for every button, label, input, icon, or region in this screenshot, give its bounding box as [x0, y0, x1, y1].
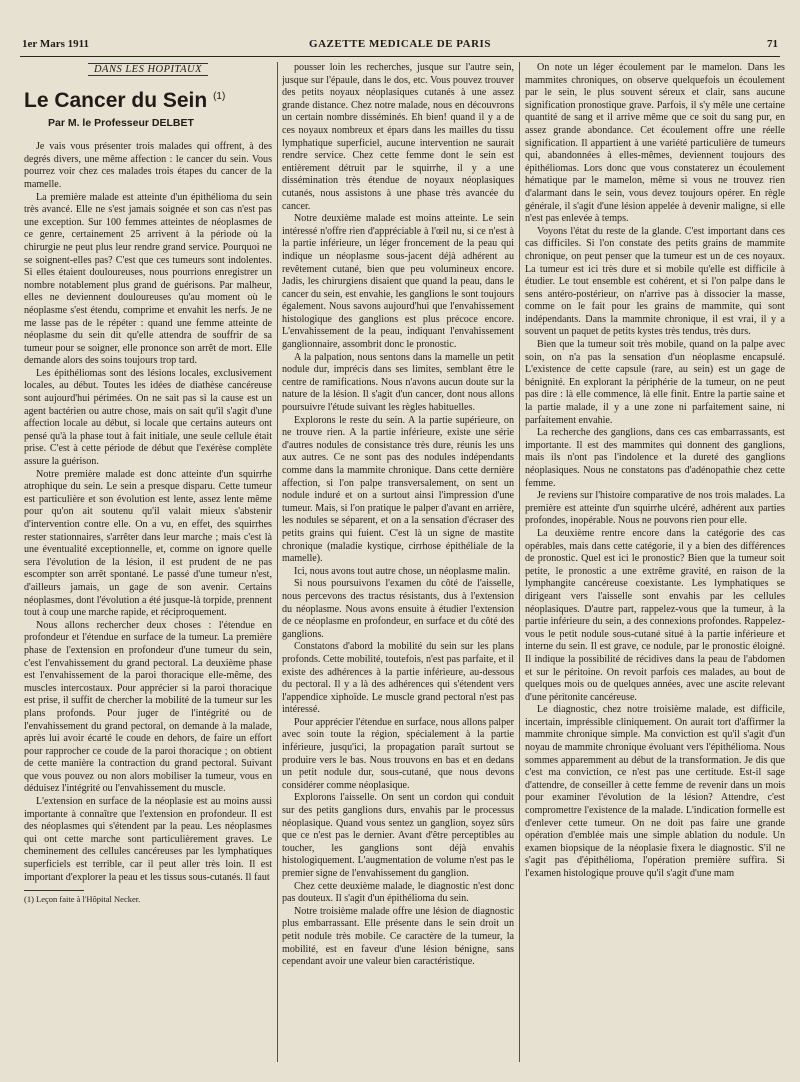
column-divider-2: [519, 62, 520, 1062]
footnote: (1) Leçon faite à l'Hôpital Necker.: [24, 894, 141, 905]
column-1: [24, 62, 272, 1062]
paragraph: Ici, nous avons tout autre chose, un néoplasme malin.: [294, 565, 511, 577]
paragraph: Nous allons rechercher deux choses : l'étendue en profondeur et l'étendue en surface de la tumeur. La première phase de l'extension en profondeur d'une tumeur du sein, c'est l'envahissement du grand pectoral. La deuxième phase est l'envahissement de la paroi thoracique elle-même, des muscles intercostaux. Pour apprécier si la paroi thoracique est prise, il suffit de chercher la mobilité de la tumeur sur les plans profonds. Pour juger de l'intégrité ou de l'envahissement du grand pectoral, on demande à la malade, après lui avoir écarté le coude en dehors, de faire un effort pour rapprocher ce coude de la paroi thoracique ; on obtient de cette manière la contraction du grand pectoral. Suivant que vous pouvez ou non alors mobiliser la tumeur, vous en déduisez l'intégrité ou l'envahissement du muscle.: [24, 619, 272, 795]
article-title: Le Cancer du Sein $^{(1)}$: [24, 88, 226, 112]
paragraph: pousser loin les recherches, jusque sur l'autre sein, jusque sur l'épaule, dans le dos, etc. Vous pouvez trouver des petits noyaux néoplasiques cutanés à une assez grande distance. Chez notre malade, nous en découvrons un certain nombre disséminés. Eh bien! quand il y a de ces noyaux nombreux et épars dans les mailles du tissu lymphatique superficiel, aucune intervention ne saurait rendre service. Chez cette femme dont le sein est entièrement détruit par le squirrhe, il y a une dissémination très étendue de noyaux néoplasiques cutanés, nous assistons à une phase très avancée du cancer.: [282, 62, 514, 212]
paragraph: Voyons l'état du reste de la glande. C'est important dans ces cas difficiles. Si l'on constate des petits grains de mammite chronique, on peut penser que la tumeur est un de ces noyaux. La tumeur est ici très dure et si mobile qu'elle est difficile à étudier. Le tout ensemble est cohérent, et si l'on palpe dans le sens antéro-postérieur, on n'arrive pas à dissocier la masse, comme on le fait pour les grains de mammite, qui sont indépendants. Dans la mammite chronique, il est vrai, il y a souvent un paquet de petits kystes très tendus, très durs.: [525, 225, 785, 338]
paragraph: La première malade est atteinte d'un épithélioma du sein très avancé. Elle ne s'est jamais soignée et son cas n'est pas une exception. Sur 100 femmes atteintes de néoplasmes de ce genre, certainement 25 arrivent à la période où la chirurgie ne peut plus leur rendre grand service. Pourquoi ne se soignent-elles pas? C'est que ces tumeurs sont indolentes. Si elles étaient douloureuses, nous pourrions enregistrer un nombre notablement plus grand de guérisons. Par malheur, elles ne deviennent douloureuses qu'au moment où le néoplasme s'est étendu, comprime et envahit les nerfs. Je ne me lasse pas de le répéter : quand une femme atteinte de néoplasme du sein dit qu'elle attendra de souffrir de sa tumeur pour se soigner, elle prononce son arrêt de mort. Elle demande alors des soins toujours trop tard.: [24, 191, 272, 367]
journal-title: GAZETTE MEDICALE DE PARIS: [309, 38, 491, 50]
column-1-body: [24, 141, 272, 884]
paragraph: Je vais vous présenter trois malades qui offrent, à des degrés divers, une même affection : le cancer du sein. Vous pourrez voir chez ces malades trois étapes du cancer de la mamelle.: [24, 141, 272, 190]
column-divider-1: [277, 62, 278, 1062]
paragraph: Pour apprécier l'étendue en surface, nous allons palper avec soin toute la région, spécialement à la partie inférieure, jusqu'ici, la propagation paraît surtout se produire vers le bas. Nous trouvons en bas et en dedans un petit nodule dur, sous-cutané, que nous devons considérer comme néoplasique.: [282, 716, 514, 791]
paragraph: Constatons d'abord la mobilité du sein sur les plans profonds. Cette mobilité, toutefois, n'est pas parfaite, et il existe des adhérences à la partie inférieure, au-dessous du pectoral. Il y a là des adhérences qui s'étendent vers l'appendice xiphoïde. Le muscle grand pectoral n'est pas intéressé.: [282, 641, 514, 716]
column-3: [525, 62, 785, 1062]
paragraph: Explorons le reste du sein. A la partie supérieure, on ne trouve rien. A la partie inférieure, existe une série d'autres nodules de consistance très dure, réunis les uns aux autres. Ce ne sont pas des nodules indépendants comme dans la mammite chronique. Dans cette dernière affection, si l'on palpe transversalement, on sent un nodule induré et on a surtout ainsi l'impression d'une tumeur. Mais, si l'on pratique le palper d'avant en arrière, les nodules se séparent, et on a la sensation d'écraser des petits grains qui fuient. C'est là un signe de mastite chronique (maladie kystique, cirrhose épithéliale de la mamelle).: [282, 414, 514, 565]
paragraph: Si nous poursuivons l'examen du côté de l'aisselle, nous percevons des tractus résistants, dus à l'extension du néoplasme. Nous avons ensuite à étudier l'extension de ce néoplasme en profondeur, en surface et du côté des ganglions.: [282, 578, 514, 640]
paragraph: On note un léger écoulement par le mamelon. Dans les mammites chroniques, on observe quelquefois un écoulement par le sein, le plus souvent séreux et clair, sans aucune signification pronostique grave. Parfois, il s'y mêle une certaine quantité de sang et il arrive même que ce soit du sang pur, en assez grande abondance. Cet écoulement offre une réelle signification. Il appartient à une variété particulière de tumeurs qui, abandonnées à elles-mêmes, deviennent toujours des épithéliomas. Lors donc que vous constaterez un écoulement hématique par le mamelon, même si vous ne trouvez rien d'alarmant dans le sein, vous devez toujours opérer. En règle générale, il s'agit d'une lésion appelée à devenir maligne, si elle n'est pas enlevée à temps.: [525, 62, 785, 225]
page-header: [22, 38, 778, 54]
column-2: [282, 62, 514, 1062]
paragraph: L'extension en surface de la néoplasie est au moins aussi importante à connaître que l'extension en profondeur. Il est des néoplasmes qui s'étendent par la peau. Les néoplasmes qui ont cette marche sont particulièrement graves. Le cheminement des cellules cancéreuses par les lymphatiques superficiels est terrible, car il peut aller très loin. Il est important d'explorer la peau et les tissus sous-cutanés. Il faut: [24, 796, 272, 883]
paragraph: Notre première malade est donc atteinte d'un squirrhe atrophique du sein. Le sein a presque disparu. Cette tumeur est particulière et son évolution est lente, assez lente même pour qu'on ait soutenu qu'il valait mieux s'abstenir d'intervention contre elle. On a vu, en effet, des squirrhes rester stationnaires, s'arrêter dans leur marche ; mais c'est là une éventualité exceptionnelle, et, comme on ignore quelle sera l'évolution de la lésion, il est prudent de ne pas escompter son arrêt spontané. Le passé d'une tumeur n'est, d'ailleurs jamais, un gage de son avenir. Certains néoplasmes, dont l'évolution a été jusque-là torpide, prennent tout à coup une marche rapide, et réciproquement.: [24, 468, 272, 619]
column-3-body: [525, 62, 785, 881]
title-footnote-mark: (1): [213, 90, 226, 102]
paragraph: Notre deuxième malade est moins atteinte. Le sein intéressé n'offre rien d'appréciable à l'œil nu, si ce n'est à la partie inférieure, un léger froncement de la peau qui indique un néoplasme sous-jacent déjà adhérent au revêtement cutané, bien que peu volumineux encore. Jadis, les chirurgiens disaient que quand la peau, dans le cancer du sein, est envahie, les ganglions le sont toujours également. Nous savons aujourd'hui que l'envahissement histologique des ganglions est plus précoce encore. L'envahissement de la peau, indiquant l'envahissement ganglionnaire, assombrit donc le pronostic.: [282, 213, 514, 351]
section-heading: DANS LES HOPITAUX: [24, 64, 272, 77]
footnote-rule: [24, 890, 84, 891]
page-number: 71: [767, 38, 778, 50]
issue-date: 1er Mars 1911: [22, 38, 90, 50]
paragraph: Bien que la tumeur soit très mobile, quand on la palpe avec soin, on n'a pas la sensation d'un néoplasme encapsulé. L'existence de cette capsule (rare, au sein) est un gage de bénignité. En explorant la périphérie de la tumeur, on ne peut pas dire : là elle commence, là elle finit. Entre la partie saine et la partie malade, il y a une zone ni parfaitement saine, ni parfaitement envahie.: [525, 339, 785, 426]
paragraph: Chez cette deuxième malade, le diagnostic n'est donc pas douteux. Il s'agit d'un épithélioma du sein.: [282, 880, 514, 905]
column-2-body: [282, 62, 514, 969]
paragraph: La recherche des ganglions, dans ces cas embarrassants, est importante. Il est des mammites qui donnent des ganglions, mais ils n'ont pas l'indolence et la dureté des ganglions néoplasiques. Nous ne constatons pas d'adénopathie chez cette femme.: [525, 427, 785, 489]
header-rule: [20, 56, 780, 57]
paragraph: La deuxième rentre encore dans la catégorie des cas opérables, mais dans cette catégorie, il y a bien des différences de pronostic. Quel est ici le pronostic? Bien que la tumeur soit petite, le pronostic a une extrême gravité, en raison de la lymphangite cancéreuse coexistante. Les lymphatiques se dirigeant vers l'aisselle sont envahis par les cellules néoplasiques. D'autre part, rappelez-vous que la tumeur, à la partie inférieure du sein, a des connexions profondes. Rappelez-vous le petit nodule sous-cutané situé à la partie inférieure et interne du sein. Il est grave, ce nodule, par le pronostic éloigné. Il indique la possibilité de récidives dans la peau de l'abdomen et sur le péritoine. On revoit parfois ces malades, au bout de quelques mois ou de quelques années, avec une ascite relevant d'une péritonite cancéreuse.: [525, 527, 785, 703]
author-line: Par M. le Professeur DELBET: [48, 116, 194, 129]
paragraph: Je reviens sur l'histoire comparative de nos trois malades. La première est atteinte d'un squirrhe ulcéré, adhérent aux parties profondes, inopérable. Nous ne pouvons rien pour elle.: [525, 490, 785, 527]
paragraph: Le diagnostic, chez notre troisième malade, est difficile, incertain, impréssible cliniquement. On aurait tort d'affirmer la mammite chronique simple. Ma conviction est qu'il s'agit d'un noyau de mammite chronique évoluant vers l'épithélioma. Nous sommes apparemment au début de la transformation. Je dis que c'est ma conviction, ce n'est pas une certitude. Est-il sage d'attendre, de conseiller à cette femme de revenir dans un mois pour examiner l'évolution de la lésion? Attendre, c'est compromettre l'existence de la malade. L'indication formelle est d'enlever cette tumeur. On ne doit pas faire une grande opération d'emblée mais une simple ablation du nodule. Un examen biopsique de la néoplasie fixera le diagnostic. S'il ne s'agit pas d'épithélioma, l'opération première suffira. Si l'examen histologique prouve qu'il s'agit d'une mam: [525, 704, 785, 879]
paragraph: A la palpation, nous sentons dans la mamelle un petit nodule dur, imprécis dans ses limites, semblant être le centre de ramifications. Nous n'avons aucun doute sur la nature de la lésion. Il s'agit d'un cancer, dont nous allons poursuivre l'étude suivant les règles habituelles.: [282, 351, 514, 414]
paragraph: Notre troisième malade offre une lésion de diagnostic plus embarrassant. Elle présente dans le sein droit un petit nodule très mobile. Ce caractère de la tumeur, la mobilité, est en faveur d'une lésion bénigne, sans cependant avoir une valeur bien caractéristique.: [282, 905, 514, 968]
paragraph: Explorons l'aisselle. On sent un cordon qui conduit sur des petits ganglions durs, envahis par le processus néoplasique. Quand vous sentez un ganglion, soyez sûrs que ce n'est pas le dernier. Avant d'être perceptibles au toucher, les ganglions sont déjà envahis histologiquement. L'augmentation de volume n'est pas le premier signe de l'envahissement du ganglion.: [282, 792, 514, 879]
paragraph: Les épithéliomas sont des lésions locales, exclusivement locales, au début. Toutes les idées de diathèse cancéreuse sont aujourd'hui périmées. On ne sait pas si la cause est un agent bactérien ou autre chose, mais on sait qu'il s'agit d'une affection locale au début, si locale que certains auteurs ont pensé qu'à la phase tout à fait initiale, une seule cellule était prise. C'est à cette période de début que l'exérèse complète assure la guérison.: [24, 367, 272, 468]
